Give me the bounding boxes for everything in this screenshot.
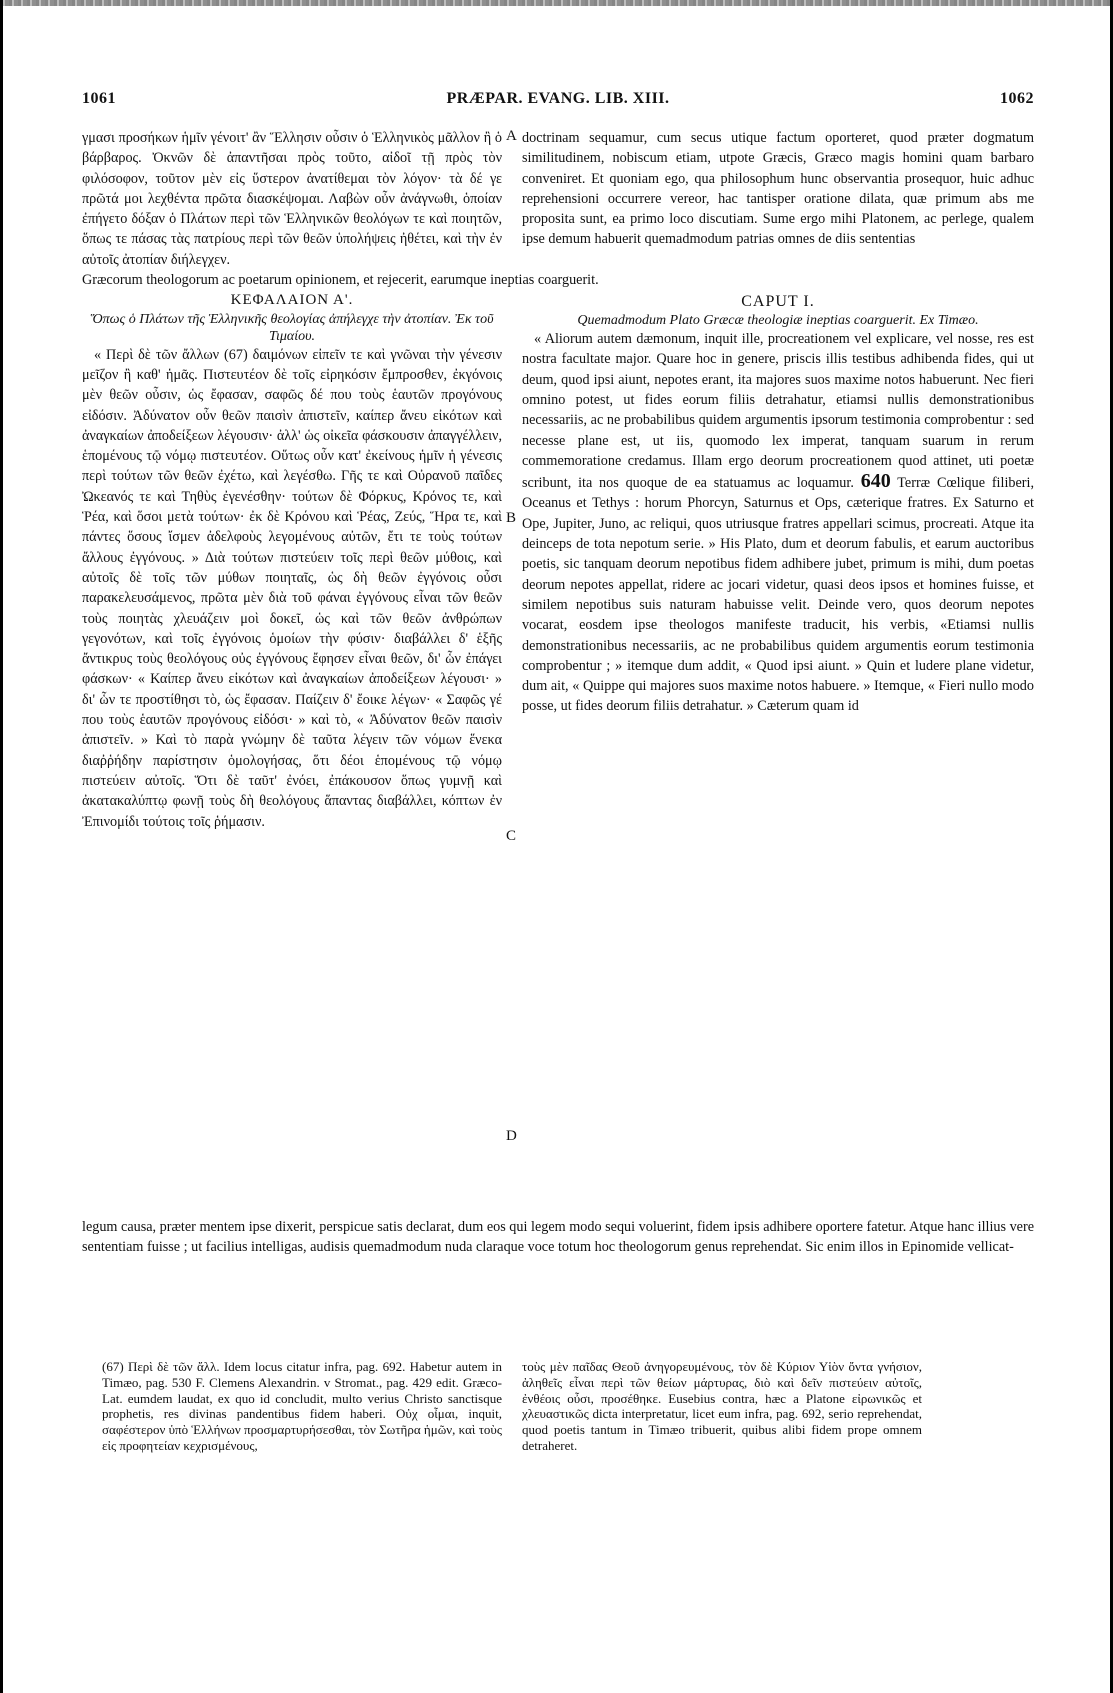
latin-intro: doctrinam sequamur, cum secus utique factum oporteret, quod præter dogmatum similitudinem, nobiscum etiam, utpote Græcis, Græco magis homini quam barbaro conveniret. Et quoniam ego, qua philosophum hunc observantia prosequor, huic adhuc reprehensioni occurrere vereor, hac tantisper oratione dilata, quæ primum abs me proposita sunt, ea primo loco discutiam. Sume ergo mihi Platonem, ac perlege, qualem ipse demum habuerit quemadmodum patrias omnes de diis sententias [522,130,1034,248]
latin-body-part-a: « Aliorum autem dæmonum, inquit ille, procreationem vel explicare, vel nosse, res est nostra facultate major. Quare hoc in genere, priscis illis testibus adhibenda fides, qui ut deum, quod ipsi aiunt, nepotes erant, ita majores suos maxime notos habuerunt. Nec fieri omnino potest, ut fides eorum filiis detrahatur, etiamsi nullis demonstrationibus necessariis, ac ne probabilibus quidem argumentis ipsorum testimonia comprobentur : sed necesse plane est, ut iis, quomodo lex imperat, tanquam suarum in rerum commemoratione credamus. Illam ergo deorum procreationem quod attinet, uti poetæ scribunt, ita nos quoque de ea statuamus ac loquamur. [522,331,1034,492]
footnote-right: τοὺς μὲν παῖδας Θεοῦ ἀνηγορευμένους, τὸν δὲ Κύριον Υἱὸν ὄντα γνήσιον, ἀληθεῖς εἶναι περὶ τῶν θείων μάρτυρας, διὸ καὶ δεῖν πιστεύειν αὐτοῖς, ἐνθέοις οὖσι, προσέθηκε. Eusebius contra, hæc a Platone εἰρωνικῶς et χλευαστικῶς dicta interpretatur, licet eum infra, pag. 692, serio reprehendat, quod poetis tantum in Timæo tribuerit, quibus alibi fidem prope omnem detraheret. [522,1359,922,1453]
running-title: PRÆPAR. EVANG. LIB. XIII. [446,90,670,107]
latin-bridge: Græcorum theologorum ac poetarum opinionem, et rejecerit, earumque ineptias coarguerit. [82,272,599,289]
margin-letter-d: D [506,1128,517,1144]
kefalaion-heading: ΚΕΦΑΛΑΙΟΝ Α'. [230,292,354,309]
running-header [82,90,1034,116]
greek-column [82,128,599,832]
greek-chapter-subtitle: Ὅπως ὁ Πλάτων τῆς Ἑλληνικῆς θεολογίας ἀπήλεγχε τὴν ἀτοπίαν. Ἐκ τοῦ Τιμαίου. [90,311,494,344]
full-width-paragraph: legum causa, præter mentem ipse dixerit, perspicue satis declarat, dum eos qui legem modo sequi voluerint, fidem ipsis adhibere oportere fatetur. Atque hanc illius vere sententiam fuisse ; ut facilius intelligas, audisis quemadmodum nuda claraque voce totum hoc theologorum genus reprehendat. Sic enim illos in Epinomide vellicat- [82,1219,1034,1256]
right-page-number: 1062 [1000,90,1034,107]
margin-letter-c: C [506,828,517,844]
book-page [82,90,1034,1453]
greek-body: « Περὶ δὲ τῶν ἄλλων (67) δαιμόνων εἰπεῖν τε καὶ γνῶναι τὴν γένεσιν μεῖζον ἢ καθ' ἡμᾶς. Πιστευτέον δὲ τοῖς εἰρηκόσιν ἔμπροσθεν, ἐκγόνοις μὲν θεῶν οὖσιν, ὡς ἔφασαν, σαφῶς δέ που τοὺς ἑαυτῶν προγόνους εἰδόσιν. Ἀδύνατον οὖν θεῶν παισὶν ἀπιστεῖν, καίπερ ἄνευ εἰκότων καὶ ἀναγκαίων ἀποδείξεων λέγουσιν· ἀλλ' ὡς οἰκεῖα φάσκουσιν ἀπαγγέλλειν, ἑπομένους τῷ νόμῳ πιστευτέον. Οὕτως οὖν κατ' ἐκείνους ἡμῖν ἡ γένεσις περὶ τούτων τῶν θεῶν ἐχέτω, καὶ λεγέσθω. Γῆς τε καὶ Οὐρανοῦ παῖδες Ὠκεανός τε καὶ Τηθὺς ἐγενέσθην· τούτων δὲ Φόρκυς, Κρόνος τε, καὶ Ῥέα, καὶ ὅσοι μετὰ τούτων· ἐκ δὲ Κρόνου καὶ Ῥέας, Ζεύς, Ἥρα τε, καὶ πάντες ὅσους ἴσμεν ἀδελφοὺς λεγομένους αὐτῶν, ἔτι τε τοὺς τούτων ἄλλους ἐγγόνους. » Διὰ τούτων πιστεύειν τοῖς περὶ θεῶν μύθοις, καὶ αὐτοῖς δὲ τοῖς τῶν μύθων ποιηταῖς, ὡς δὴ θεῶν ἐγγόνοις οὖσι παρακελευσάμενος, πρῶτα μὲν διὰ τοῦ φάναι ἐγγόνους εἶναι τῶν θεῶν τοὺς ποιητὰς χλευάζειν μοὶ δοκεῖ, ὡς καὶ τῶν θεῶν ἀνθρώπων γεγονότων, καὶ τοῖς ἐγγόνοις ὁμοίων τὴν φύσιν· διαβάλλει δ' ἑξῆς ἄντικρυς τοὺς θεολόγους οὐς ἐγγόνους ἔφησεν εἶναι θεῶν, δι' ὧν ἐπάγει φάσκων· « Καίπερ ἄνευ εἰκότων καὶ ἀναγκαίων ἀποδείξεων λέγουσι· » δι' ὧν τε προστίθησι τὸ, ὡς ἔφασαν. Παίζειν δ' ἔοικε λέγων· « Σαφῶς γέ που τοὺς ἑαυτῶν προγόνους εἰδόσι· » καὶ τὸ, « Ἀδύνατον θεῶν παισὶν ἀπιστεῖν. » Καὶ τὸ παρὰ γνώμην δὲ ταῦτα λέγειν τῶν νόμων ἕνεκα διαῤῥήδην παρίστησιν ὁμολογήσας, ὅτι δέοι ἑπομένους τῷ νόμῳ πιστεύειν αὐτοῖς. Ὅτι δὲ ταῦτ' ἐνόει, ἐπάκουσον ὅπως γυμνῇ καὶ ἀκατακαλύπτῳ φωνῇ τοὺς δὴ θεολόγους ἅπαντας διαβάλλει, κόπτων ἐν Ἐπινομίδι τούτοις τοῖς ῥήμασιν. [82,346,502,830]
margin-letter-a: A [506,128,517,144]
margin-letter-b: B [506,510,517,526]
greek-intro: γμασι προσήκων ἡμῖν γένοιτ' ἂν Ἕλλησιν οὖσιν ὁ Ἑλληνικὸς μᾶλλον ἢ ὁ βάρβαρος. Ὀκνῶν δὲ ἀπαντῆσαι πρὸς τοῦτο, αἰδοῖ τῇ πρὸς τὸν φιλόσοφον, τοῦτον μὲν εἰς ὕστερον ἀνατίθεμαι τὸν λόγον· τὰ δέ γε πρῶτά μοι λεχθέντα πρῶτα διασκέψομαι. Λαβὼν οὖν ἀνάγνωθι, ὁποίαν ἐπήγετο δόξαν ὁ Πλάτων περὶ τῶν Ἑλληνικῶν θεολόγων τε καὶ ποιητῶν, ὅπως τε πάσας τὰς πατρίους περὶ τῶν θεῶν ὑπολήψεις ἠθέτει, καὶ τὴν ἐν αὐτοῖς ἀτοπίαν διήλεγχεν. [82,130,502,268]
latin-chapter-subtitle: Quemadmodum Plato Græcæ theologiæ ineptias coarguerit. Ex Timæo. [577,313,979,329]
scan-left-border [0,0,3,1693]
footnote-left: (67) Περὶ δὲ τῶν ἄλλ. Idem locus citatur infra, pag. 692. Habetur autem in Timæo, pag. 530 F. Clemens Alexandrin. v Stromat., pag. 429 edit. Græco-Lat. eumdem laudat, ex quo id concludit, multo verius Christo sanctisque prophetis, res divinas pandentibus fidem haberi. Οὐχ οἶμαι, inquit, σαφέστερον ὑπὸ Ἑλλήνων προσμαρτυρήσεσθαι, τὸν Σωτῆρα ἡμῶν, καὶ τοὺς εἰς προφητείαν κεχρισμένους, [102,1359,502,1453]
latin-column [522,128,1034,717]
page-marker: 640 [860,470,891,493]
latin-body-part-b: Terræ Cœlique filiberi, Oceanus et Tethys : horum Phorcyn, Saturnus et Ops, cæterique fratres. Ex Saturno et Ope, Jupiter, Juno, ac reliqui, quos utriusque fratres appellari scimus, procreati. Atque ita deinceps de tota nepotum serie. » His Plato, dum et deorum fabulis, et earum auctoribus poetis, sic tanquam deorum nepotibus fidem adhibere jubet, primum is mihi, dum poetas deorum nepotes appellat, ridere ac jocari videtur, quasi deos ipsos et homines fuisse, et similem nepotibus suis naturam habuisse velit. Deinde vero, quos deorum nepotes vocarat, eosdem ipse theologos manifeste traducit, his verbis, «Etiamsi nullis demonstrationibus necessariis, ac ne probabilibus quidem argumentis eorum testimonia comprobentur ; » itemque dum addit, « Quod ipsi aiunt. » Quin et ludere plane videtur, dum ait, « Quippe qui majores suos maxime notos habuere. » Itemque, « Fieri nullo modo posse, ut fides deorum filiis detrahatur. » Cæterum quam id [522,475,1034,715]
latin-body [522,329,1034,717]
left-page-number: 1061 [82,90,116,107]
caput-heading: CAPUT I. [741,292,815,310]
scan-top-edge [0,0,1113,6]
